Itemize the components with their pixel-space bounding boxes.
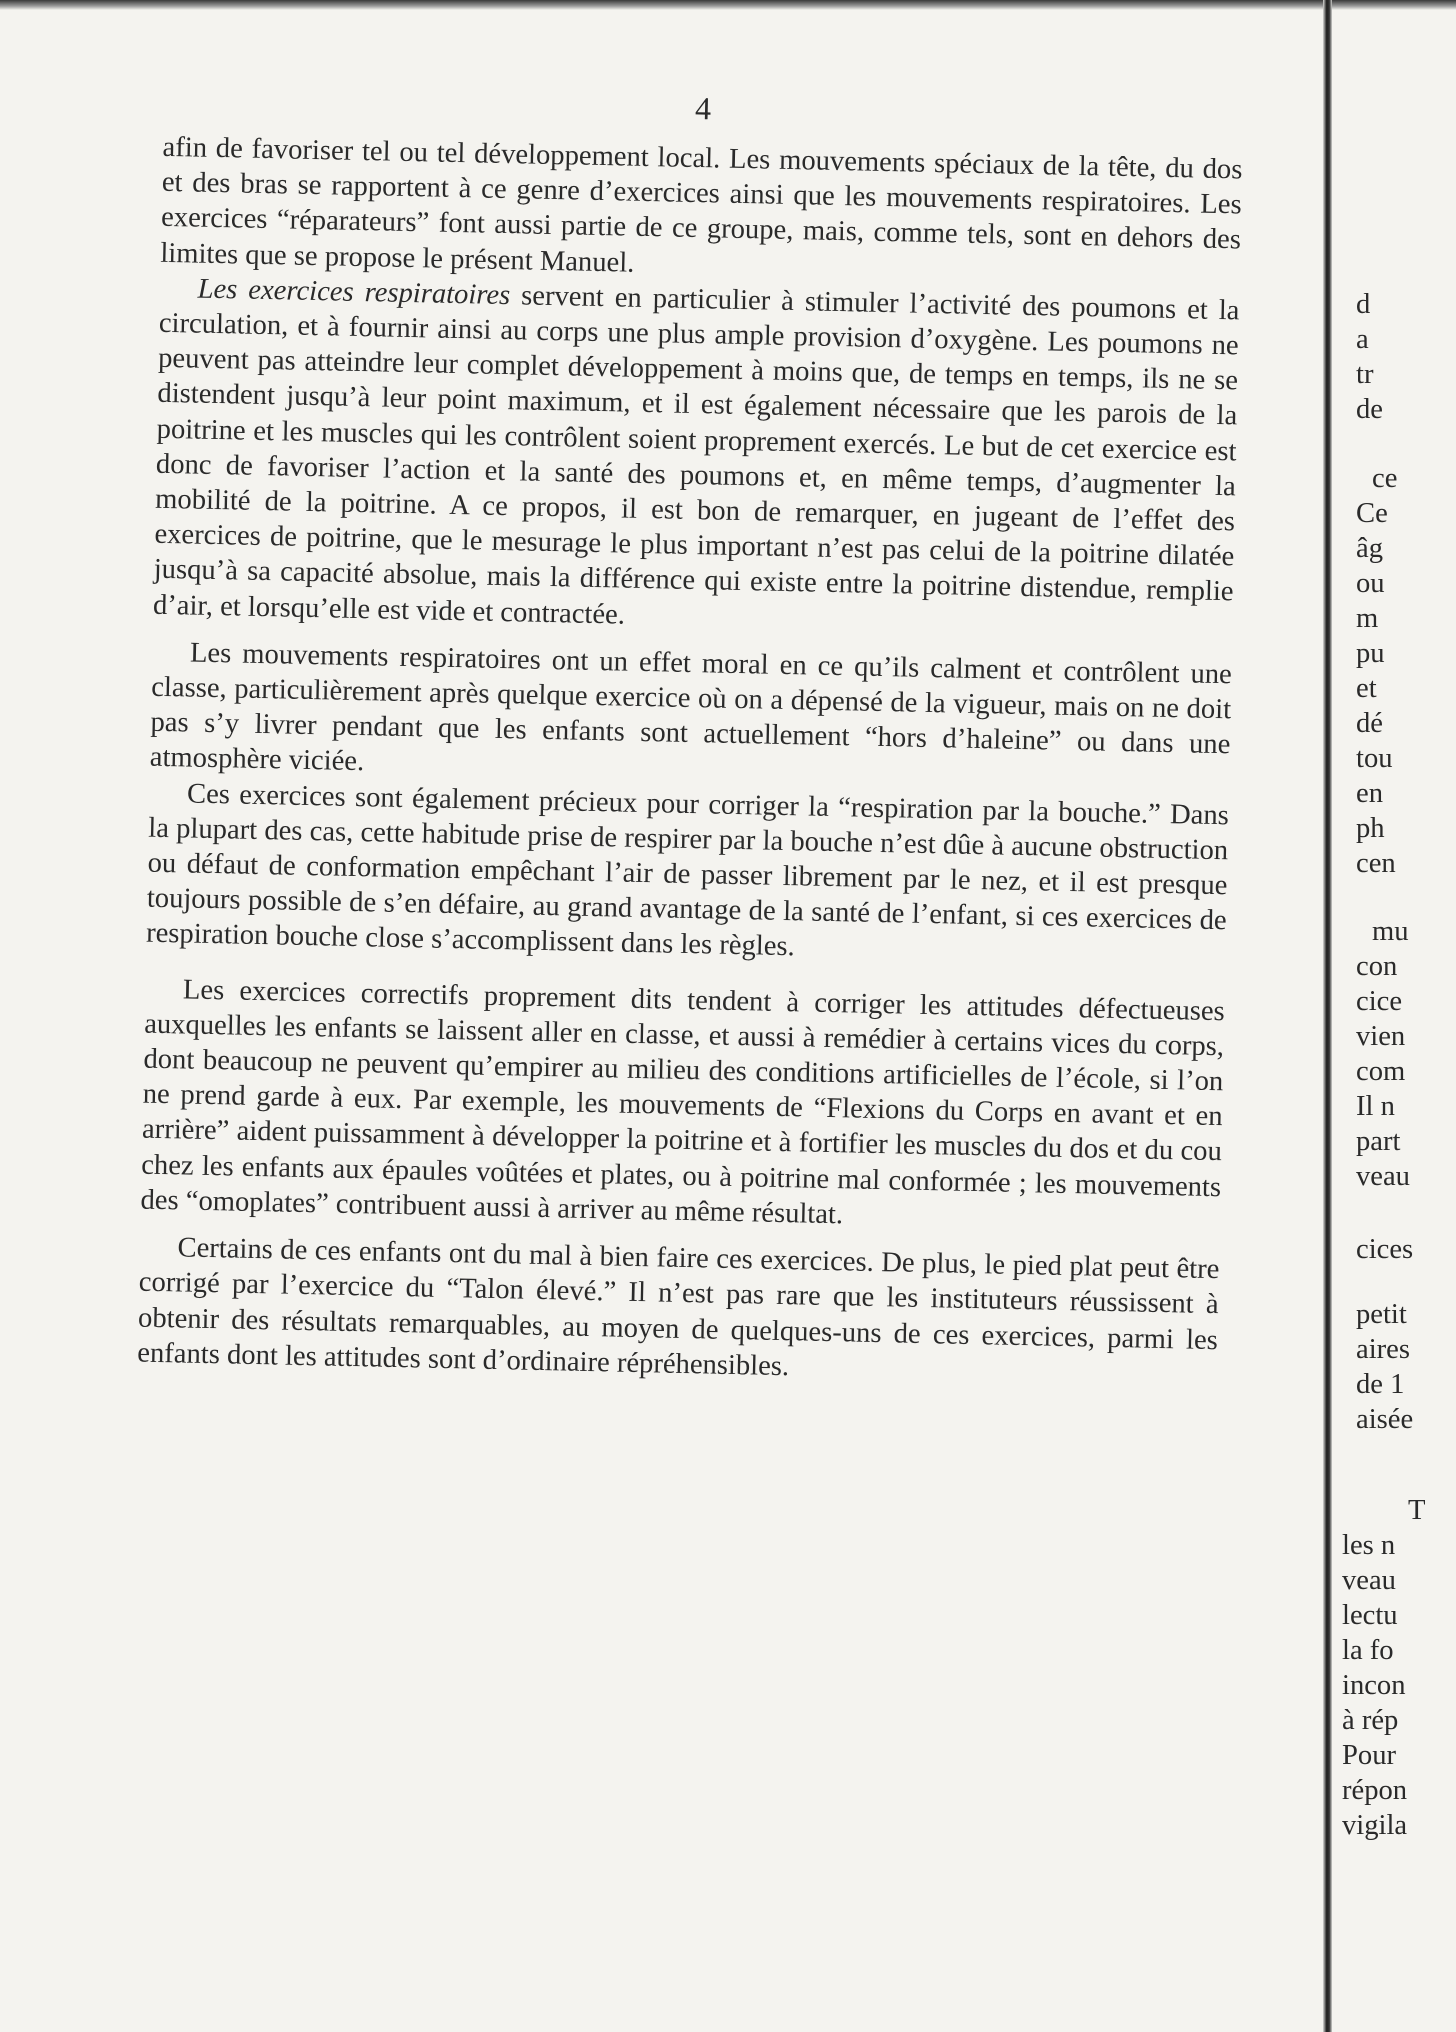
fragment: petit xyxy=(1356,1299,1407,1330)
right-page-cropped xyxy=(1338,0,1456,2032)
fragment: Pour xyxy=(1342,1740,1397,1771)
fragment: com xyxy=(1356,1056,1406,1087)
fragment: part xyxy=(1356,1126,1401,1157)
fragment: tou xyxy=(1356,743,1393,774)
fragment: en xyxy=(1356,778,1383,809)
paragraph-6-text: Certains de ces enfants ont du mal à bien faire ces exercices. De plus, le pied plat peut être corrigé par l’exercice du “Talon élevé.” Il n’est pas rare que les instituteurs réussissent à obtenir des résultats remarquables, au moyen de quelques-uns de ces exercices, parmi les enfants dont les attitudes sont d’ordinaire répréhensibles. xyxy=(137,1232,1220,1382)
fragment: ph xyxy=(1356,813,1385,844)
page-number: 4 xyxy=(694,89,713,127)
paragraph-6 xyxy=(137,1230,1220,1393)
fragment: aires xyxy=(1356,1334,1410,1365)
paragraph-5 xyxy=(140,971,1225,1240)
paragraph-2-lead: Les exercices respiratoires xyxy=(197,273,511,311)
fragment: à rép xyxy=(1342,1705,1399,1736)
fragment: de xyxy=(1356,394,1383,425)
fragment: Ce xyxy=(1356,498,1388,529)
paragraph-1 xyxy=(160,130,1243,293)
paragraph-3-text: Les mouvements respiratoires ont un effet moral en ce qu’ils calment et contrôlent une classe, particulièrement après quelque exercice où on a dépensé de la vigueur, mais on ne doit pas s’y livrer pendant que les enfants sont actuellement “hors d’haleine” ou dans une atmosphère viciée. xyxy=(149,637,1233,778)
fragment: ce xyxy=(1372,463,1398,494)
fragment: vigila xyxy=(1342,1810,1408,1841)
fragment: tr xyxy=(1356,359,1374,390)
fragment: et xyxy=(1356,673,1377,704)
fragment: incon xyxy=(1342,1670,1406,1701)
paragraph-4-text: Ces exercices sont également précieux pour corriger la “respiration par la bouche.” Dans la plupart des cas, cette habitude prise de respirer par la bouche n’est dûe à aucune obstruction ou défaut de conformation empêchant l’air de passer librement par le nez, et il est presque toujours possible de s’en défaire, au grand avantage de la santé de l’enfant, si ces exercices de respiration bouche close s’accomplissent dans les règles. xyxy=(145,778,1230,963)
fragment: les n xyxy=(1342,1530,1396,1561)
fragment: Il n xyxy=(1356,1091,1395,1122)
fragment: veau xyxy=(1356,1161,1410,1192)
scan-top-edge xyxy=(0,0,1456,10)
fragment: pu xyxy=(1356,638,1385,669)
fragment: âg xyxy=(1356,533,1383,564)
fragment: répon xyxy=(1342,1775,1408,1806)
fragment: veau xyxy=(1342,1565,1396,1596)
fragment: d xyxy=(1356,289,1371,320)
paragraph-5-text: Les exercices correctifs proprement dits tendent à corriger les attitudes défectueuses auxquelles les enfants se laissent aller en classe, et aussi à remédier à certains vices du corps, dont beaucoup ne peuvent qu’empirer au milieu des conditions artificielles de l’école, si l’on ne prend garde à eux. Par exemple, les mouvements de “Flexions du Corps en avant et en arrière” aident puissamment à développer la poitrine et à fortifier les muscles du dos et du cou chez les enfants aux épaules voûtées et plates, ou à poitrine mal conformée ; les mouvements des “omoplates” contribuent aussi à arriver au même résultat. xyxy=(140,974,1226,1231)
fragment: de 1 xyxy=(1356,1369,1405,1400)
fragment: cice xyxy=(1356,986,1403,1017)
fragment: cices xyxy=(1356,1234,1414,1265)
fragment: mu xyxy=(1372,916,1409,947)
paragraph-1-text: afin de favoriser tel ou tel développement local. Les mouvements spéciaux de la tête, du dos et des bras se rapportent à ce genre d’exercices ainsi que les mouvements respiratoires. Les exercices “réparateurs” font aussi partie de ce groupe, mais, comme tels, sont en dehors des limites que se propose le présent Manuel. xyxy=(160,131,1243,279)
fragment: a xyxy=(1356,324,1369,355)
fragment: cen xyxy=(1356,848,1396,879)
paragraph-2 xyxy=(153,271,1240,646)
fragment: lectu xyxy=(1342,1600,1398,1631)
left-page xyxy=(124,79,1244,2001)
fragment: ou xyxy=(1356,568,1385,599)
paragraph-2-text: servent en particulier à stimuler l’activité des poumons et la circulation, et à fournir ainsi au corps une plus ample provision d’oxygène. Les poumons ne peuvent pas atteindre leur complet développement à moins que, de temps en temps, ils ne se distendent jusqu’à leur point maximum, et il est également nécessaire que les parois de la poitrine et les muscles qui les contrôlent soient proprement exercés. Le but de cet exercice est donc de favoriser l’action et la santé des poumons et, en même temps, d’augmenter la mobilité de la poitrine. A ce propos, il est bon de remarquer, en jugeant de l’effet des exercices de poitrine, que le mesurage le plus important n’est pas celui de la poitrine dilatée jusqu’à sa capacité absolue, mais la différence qui existe entre la poitrine distendue, remplie d’air, et lorsqu’elle est vide et contractée. xyxy=(152,279,1240,631)
fragment: vien xyxy=(1356,1021,1406,1052)
paragraph-3 xyxy=(149,635,1232,798)
fragment: la fo xyxy=(1342,1635,1394,1666)
fragment: m xyxy=(1356,603,1379,634)
fragment: T xyxy=(1408,1495,1426,1526)
book-gutter xyxy=(1323,0,1332,2032)
fragment: con xyxy=(1356,951,1398,982)
fragment: aisée xyxy=(1356,1404,1414,1435)
paragraph-4 xyxy=(146,775,1229,974)
fragment: dé xyxy=(1356,708,1383,739)
